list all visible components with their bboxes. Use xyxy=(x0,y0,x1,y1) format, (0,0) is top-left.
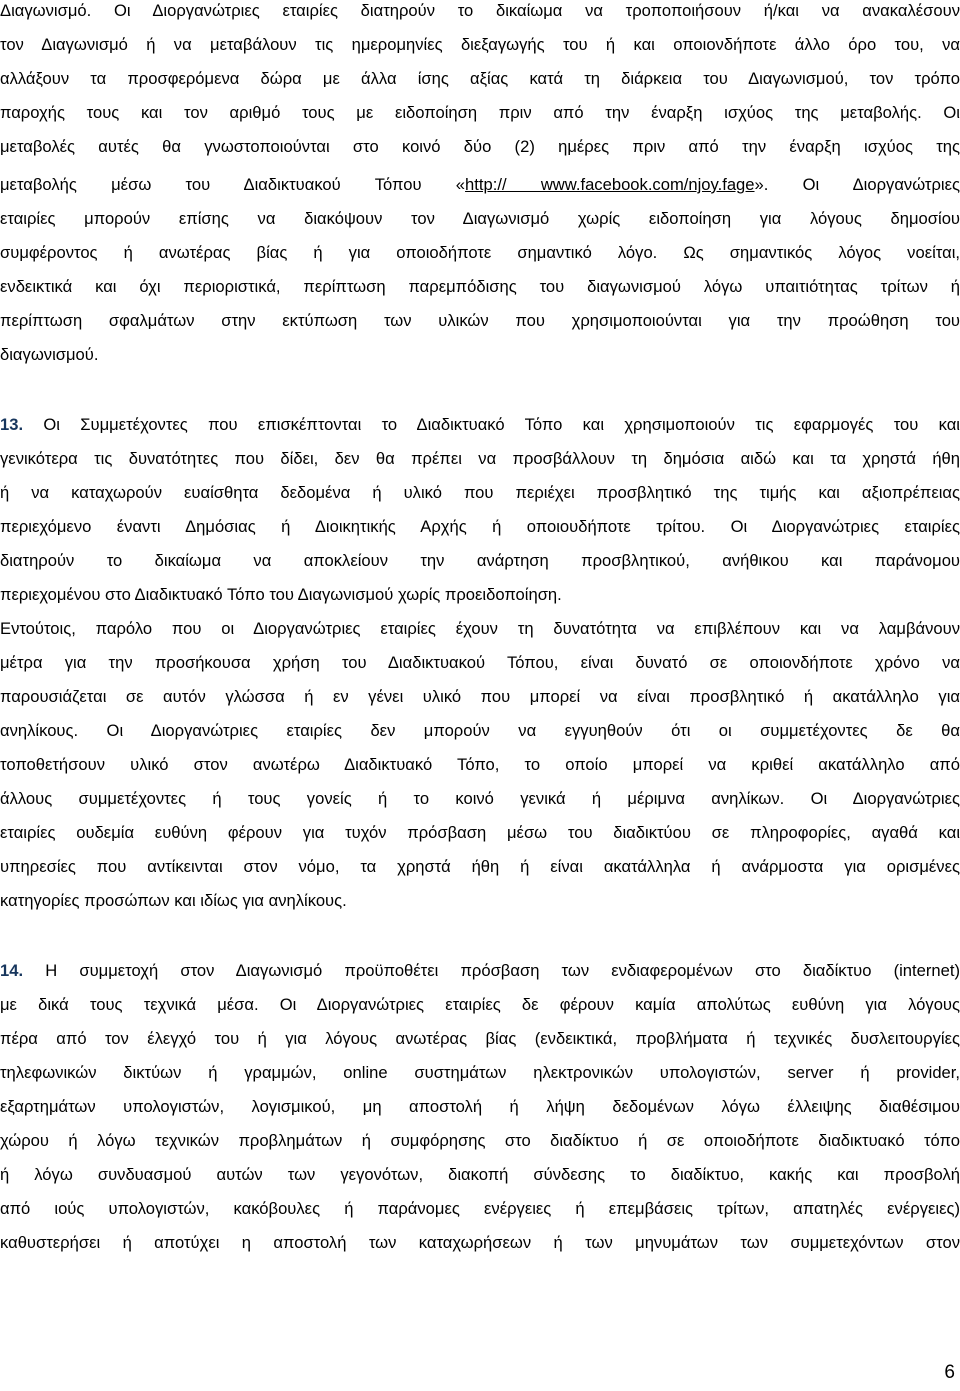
facebook-link[interactable]: http:// www.facebook.com/njoy.fage xyxy=(465,175,755,194)
text-line: μέτρα για την προσήκουσα χρήση του Διαδικτυακού Τόπου, είναι δυνατό σε οποιονδήποτε χρόνο να xyxy=(0,653,960,672)
text-segment: Οι Συμμετέχοντες που επισκέπτονται το Διαδικτυακό Τόπο και χρησιμοποιούν τις εφαρμογές του και xyxy=(43,415,960,434)
text-line: παρουσιάζεται σε αυτόν γλώσσα ή εν γένει υλικό που μπορεί να είναι προσβλητικό ή ακατάλληλο για xyxy=(0,687,960,706)
text-line: ανηλίκους. Οι Διοργανώτριες εταιρίες δεν μπορούν να εγγυηθούν ότι οι συμμετέχοντες δε θα xyxy=(0,721,960,740)
text-segment: Η συμμετοχή στον Διαγωνισμό προϋποθέτει πρόσβαση των ενδιαφερομένων στο διαδίκτυο (internet) xyxy=(45,961,960,980)
text-line xyxy=(0,174,960,208)
text-segment: ». Οι Διοργανώτριες xyxy=(754,175,960,194)
text-line: μεταβολές αυτές θα γνωστοποιούνται στο κοινό δύο (2) ημέρες πριν από την έναρξη ισχύος της xyxy=(0,137,960,156)
section-13-first-line xyxy=(0,414,960,448)
text-line: αλλάξουν τα προσφερόμενα δώρα με άλλα ίσης αξίας κατά τη διάρκεια του Διαγωνισμού, τον τρόπο xyxy=(0,69,960,88)
text-line: περίπτωση σφαλμάτων στην εκτύπωση των υλικών που χρησιμοποιούνται για την προώθηση του xyxy=(0,311,960,330)
text-line: τηλεφωνικών δικτύων ή γραμμών, online συστημάτων ηλεκτρονικών υπολογιστών, server ή provider, xyxy=(0,1063,960,1082)
text-line: συμφέροντος ή ανωτέρας βίας ή για οποιοδήποτε σημαντικό λόγο. Ως σημαντικός λόγος νοείται, xyxy=(0,243,960,262)
text-line: περιεχομένου στο Διαδικτυακό Τόπο του Διαγωνισμού χωρίς προειδοποίηση. xyxy=(0,585,562,604)
section-number: 14. xyxy=(0,961,24,980)
text-line: διατηρούν το δικαίωμα να αποκλείουν την ανάρτηση προσβλητικού, ανήθικου και παράνομου xyxy=(0,551,960,570)
text-line: γενικότερα τις δυνατότητες που δίδει, δεν θα πρέπει να προσβάλλουν τη δημόσια αιδώ και τα χρηστά ήθη xyxy=(0,449,960,468)
page-number: 6 xyxy=(944,1362,955,1383)
text-line: άλλους συμμετέχοντες ή τους γονείς ή το κοινό γενικά ή μέριμνα ανηλίκων. Οι Διοργανώτριες xyxy=(0,789,960,808)
text-line: τοποθετήσουν υλικό στον ανωτέρω Διαδικτυακό Τόπο, το οποίο μπορεί να κριθεί ακατάλληλο από xyxy=(0,755,960,774)
text-line: Διαγωνισμό. Οι Διοργανώτριες εταιρίες διατηρούν το δικαίωμα να τροποποιήσουν ή/και να ανακαλέσουν xyxy=(0,1,960,20)
text-line: υπηρεσίες που αντίκεινται στον νόμο, τα χρηστά ήθη ή είναι ακατάλληλα ή ανάρμοστα για ορισμένες xyxy=(0,857,960,876)
text-line: παροχής τους και τον αριθμό τους με ειδοποίηση πριν από την έναρξη ισχύος της μεταβολής. Οι xyxy=(0,103,960,122)
text-segment: μεταβολής μέσω του Διαδικτυακού Τόπου « xyxy=(0,175,466,194)
text-line: Εντούτοις, παρόλο που οι Διοργανώτριες εταιρίες έχουν τη δυνατότητα να επιβλέπουν και να λαμβάνουν xyxy=(0,619,960,638)
text-line: πέρα από τον έλεγχό του ή για λόγους ανωτέρας βίας (ενδεικτικά, προβλήματα ή τεχνικές δυσλειτουργίες xyxy=(0,1029,960,1048)
text-line: εταιρίες ουδεμία ευθύνη φέρουν για τυχόν πρόσβαση μέσω του διαδικτύου σε πληροφορίες, αγαθά και xyxy=(0,823,960,842)
text-line: περιεχόμενο έναντι Δημόσιας ή Διοικητικής Αρχής ή οποιουδήποτε τρίτου. Οι Διοργανώτριες εταιρίες xyxy=(0,517,960,536)
text-line: με δικά τους τεχνικά μέσα. Οι Διοργανώτριες εταιρίες δε φέρουν καμία απολύτως ευθύνη για λόγους xyxy=(0,995,960,1014)
text-line: ή να καταχωρούν ευαίσθητα δεδομένα ή υλικό που περιέχει προσβλητικό της τιμής και αξιοπρέπειας xyxy=(0,483,960,502)
text-line: από ιούς υπολογιστών, κακόβουλες ή παράνομες ενέργειες ή επεμβάσεις τρίτων, απατηλές ενέργειες) xyxy=(0,1199,960,1218)
text-line: ή λόγω συνδυασμού αυτών των γεγονότων, διακοπή σύνδεσης το διαδίκτυο, κακής και προσβολή xyxy=(0,1165,960,1184)
section-14-first-line xyxy=(0,960,960,994)
text-line: καθυστερήσει ή αποτύχει η αποστολή των καταχωρήσεων ή των μηνυμάτων των συμμετεχόντων στον xyxy=(0,1233,960,1252)
text-line: ενδεικτικά και όχι περιοριστικά, περίπτωση παρεμπόδισης του διαγωνισμού λόγω υπαιτιότητας τρίτων ή xyxy=(0,277,960,296)
text-line: εξαρτημάτων υπολογιστών, λογισμικού, μη αποστολή ή λήψη δεδομένων λόγω έλλειψης διαθέσιμου xyxy=(0,1097,960,1116)
text-line: χώρου ή λόγω τεχνικών προβλημάτων ή συμφόρησης στο διαδίκτυο ή σε οποιοδήποτε διαδικτυακό τόπο xyxy=(0,1131,960,1150)
text-line: εταιρίες μπορούν επίσης να διακόψουν τον Διαγωνισμό χωρίς ειδοποίηση για λόγους δημοσίου xyxy=(0,209,960,228)
text-line: κατηγορίες προσώπων και ιδίως για ανηλίκους. xyxy=(0,891,347,910)
section-number: 13. xyxy=(0,415,24,434)
text-line: τον Διαγωνισμό ή να μεταβάλουν τις ημερομηνίες διεξαγωγής του ή και οποιονδήποτε άλλο όρο του, να xyxy=(0,35,960,54)
text-line: διαγωνισμού. xyxy=(0,345,99,364)
